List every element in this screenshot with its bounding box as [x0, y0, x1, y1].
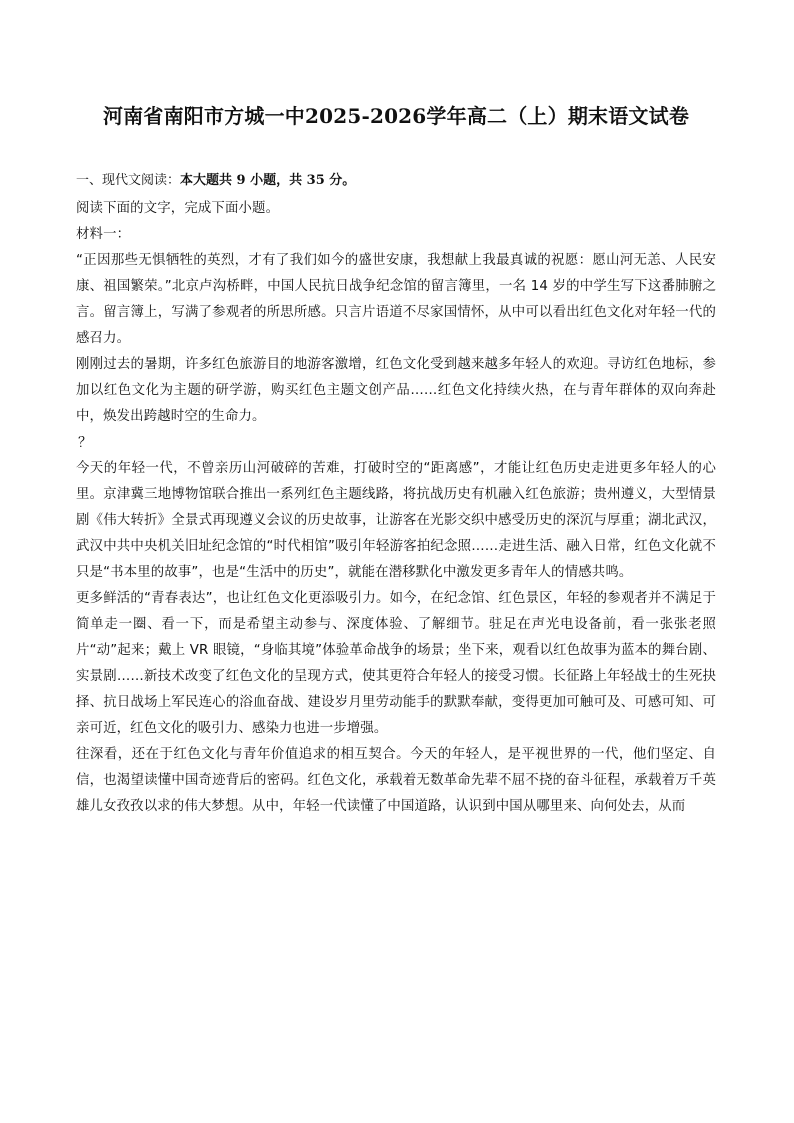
paragraph: 今天的年轻一代，不曾亲历山河破碎的苦难，打破时空的“距离感”，才能让红色历史走进更多年轻人的心里。京津冀三地博物馆联合推出一系列红色主题线路，将抗战历史有机融入红色旅游；贵州遵义，大型情景剧《伟大转折》全景式再现遵义会议的历史故事，让游客在光影交织中感受历史的深沉与厚重；湖北武汉，武汉中共中央机关旧址纪念馆的“时代相馆”吸引年轻游客拍纪念照……走进生活、融入日常，红色文化就不只是“书本里的故事”，也是“生活中的历史”，就能在潜移默化中激发更多青年人的情感共鸣。	[76, 461, 716, 580]
section-name: 现代文阅读：	[102, 173, 181, 188]
exam-title: 河南省南阳市方城一中2025-2026学年高二（上）期末语文试卷	[102, 104, 690, 128]
section-heading	[76, 172, 716, 190]
question-mark: ？	[78, 435, 92, 451]
section-detail: 本大题共 9 小题，共 35 分。	[180, 173, 356, 188]
reading-instruction: 阅读下面的文字，完成下面小题。	[76, 201, 280, 216]
paragraph: 往深看，还在于红色文化与青年价值追求的相互契合。今天的年轻人，是平视世界的一代，他们坚定、自信，也渴望读懂中国奇迹背后的密码。红色文化，承载着无数革命先辈不屈不挠的奋斗征程，承载着万千英雄儿女孜孜以求的伟大梦想。从中，年轻一代读懂了中国道路，认识到中国从哪里来、向何处去，从而	[76, 747, 716, 814]
paragraph: “正因那些无惧牺牲的英烈，才有了我们如今的盛世安康，我想献上我最真诚的祝愿：愿山河无恙、人民安康、祖国繁荣。”北京卢沟桥畔，中国人民抗日战争纪念馆的留言簿里，一名 14 岁的中学生写下这番肺腑之言。留言簿上，写满了参观者的所思所感。只言片语道不尽家国情怀，从中可以看出红色文化对年轻一代的感召力。	[76, 253, 716, 346]
section-number: 一、	[76, 173, 103, 188]
paragraph: 刚刚过去的暑期，许多红色旅游目的地游客激增，红色文化受到越来越多年轻人的欢迎。寻访红色地标，参加以红色文化为主题的研学游，购买红色主题文创产品……红色文化持续火热，在与青年群体的双向奔赴中，焕发出跨越时空的生命力。	[76, 357, 716, 424]
material-label: 材料一：	[76, 227, 131, 242]
paragraph: 更多鲜活的“青春表达”，也让红色文化更添吸引力。如今，在纪念馆、红色景区，年轻的参观者并不满足于简单走一圈、看一下，而是希望主动参与、深度体验、了解细节。驻足在声光电设备前，看一张张老照片“动”起来；戴上 VR 眼镜，“身临其境”体验革命战争的场景；坐下来，观看以红色故事为蓝本的舞台剧、实景剧……新技术改变了红色文化的呈现方式，使其更符合年轻人的接受习惯。长征路上年轻战士的生死抉择、抗日战场上军民连心的浴血奋战、建设岁月里劳动能手的默默奉献，变得更加可触可及、可感可知、可亲可近，红色文化的吸引力、感染力也进一步增强。	[76, 591, 716, 736]
